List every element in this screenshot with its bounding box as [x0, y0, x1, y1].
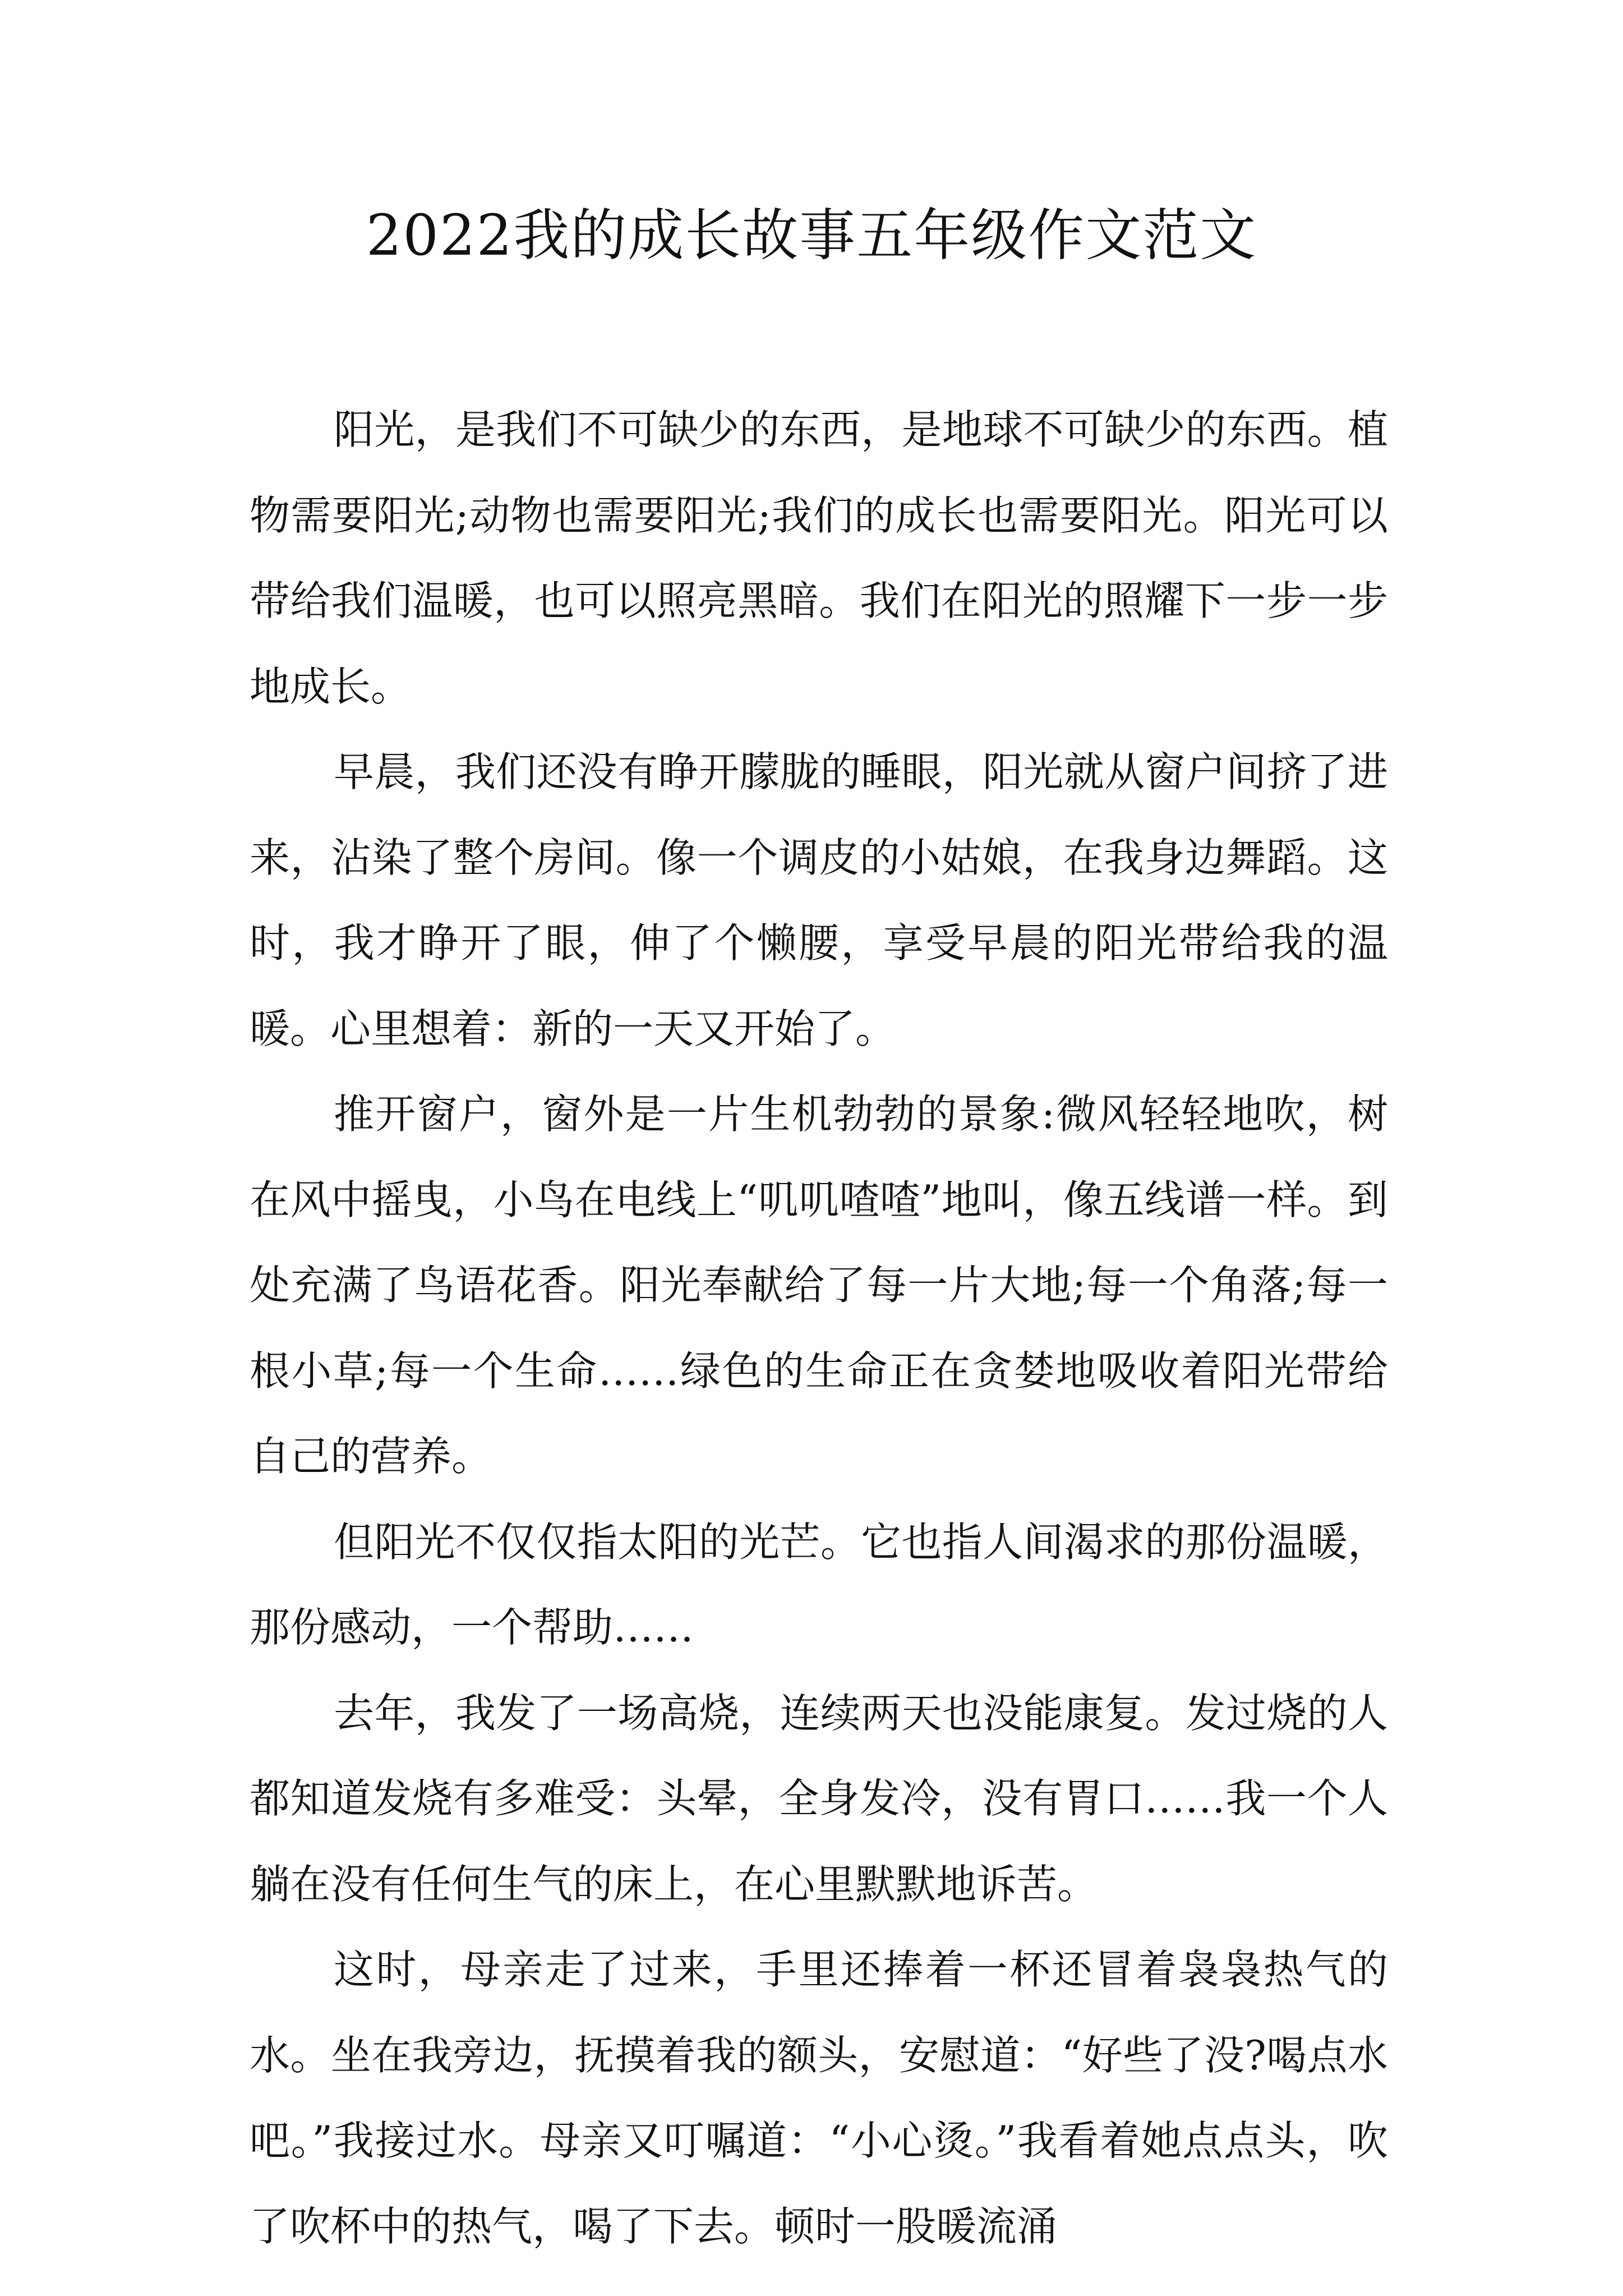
document-title: 2022我的成长故事五年级作文范文 — [366, 203, 1257, 268]
paragraph: 早晨，我们还没有睁开朦胧的睡眼，阳光就从窗户间挤了进来，沾染了整个房间。像一个调皮的小姑娘，在我身边舞蹈。这时，我才睁开了眼，伸了个懒腰，享受早晨的阳光带给我的温暖。心里想着：新的一天又开始了。 — [250, 748, 1388, 1052]
paragraph: 去年，我发了一场高烧，连续两天也没能康复。发过烧的人都知道发烧有多难受：头晕，全身发冷，没有胃口……我一个人躺在没有任何生气的床上，在心里默默地诉苦。 — [250, 1689, 1388, 1908]
paragraph: 阳光，是我们不可缺少的东西，是地球不可缺少的东西。植物需要阳光;动物也需要阳光;我们的成长也需要阳光。阳光可以带给我们温暖，也可以照亮黑暗。我们在阳光的照耀下一步一步地成长。 — [250, 406, 1388, 710]
paragraph: 这时，母亲走了过来，手里还捧着一杯还冒着袅袅热气的水。坐在我旁边，抚摸着我的额头，安慰道：“好些了没?喝点水吧。”我接过水。母亲又叮嘱道：“小心烫。”我看着她点点头，吹了吹杯中的热气，喝了下去。顿时一股暖流涌 — [250, 1946, 1388, 2250]
paragraph: 推开窗户，窗外是一片生机勃勃的景象:微风轻轻地吹，树在风中摇曳，小鸟在电线上“叽叽喳喳”地叫，像五线谱一样。到处充满了鸟语花香。阳光奉献给了每一片大地;每一个角落;每一根小草;每一个生命……绿色的生命正在贪婪地吸收着阳光带给自己的营养。 — [250, 1091, 1388, 1480]
paragraph: 但阳光不仅仅指太阳的光芒。它也指人间渴求的那份温暖，那份感动，一个帮助…… — [250, 1518, 1388, 1651]
document-body — [250, 387, 1388, 2269]
